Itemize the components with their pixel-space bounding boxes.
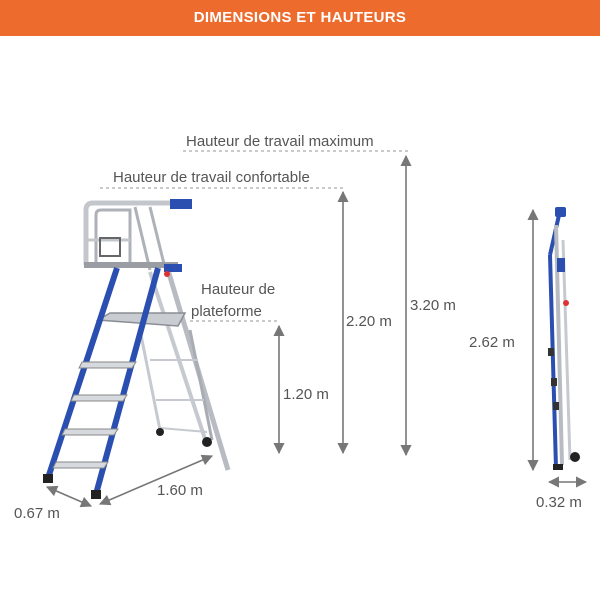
platform-ladder-illustration <box>43 199 228 499</box>
width-value: 0.67 m <box>14 505 60 522</box>
width-arrow <box>47 487 91 506</box>
platform-height-label-line2: plateforme <box>191 303 262 320</box>
folded-height-value: 2.62 m <box>469 334 515 351</box>
comfort-height-value: 2.20 m <box>346 313 392 330</box>
comfort-work-height-label: Hauteur de travail confortable <box>113 169 310 186</box>
header-title: DIMENSIONS ET HAUTEURS <box>193 9 407 26</box>
platform-height-value: 1.20 m <box>283 386 329 403</box>
platform-height-label-line1: Hauteur de <box>201 281 276 298</box>
folded-depth-value: 0.32 m <box>536 494 582 511</box>
max-work-height-label: Hauteur de travail maximum <box>186 133 374 150</box>
depth-value: 1.60 m <box>157 482 203 499</box>
max-height-value: 3.20 m <box>410 297 456 314</box>
folded-ladder-illustration <box>548 207 580 470</box>
